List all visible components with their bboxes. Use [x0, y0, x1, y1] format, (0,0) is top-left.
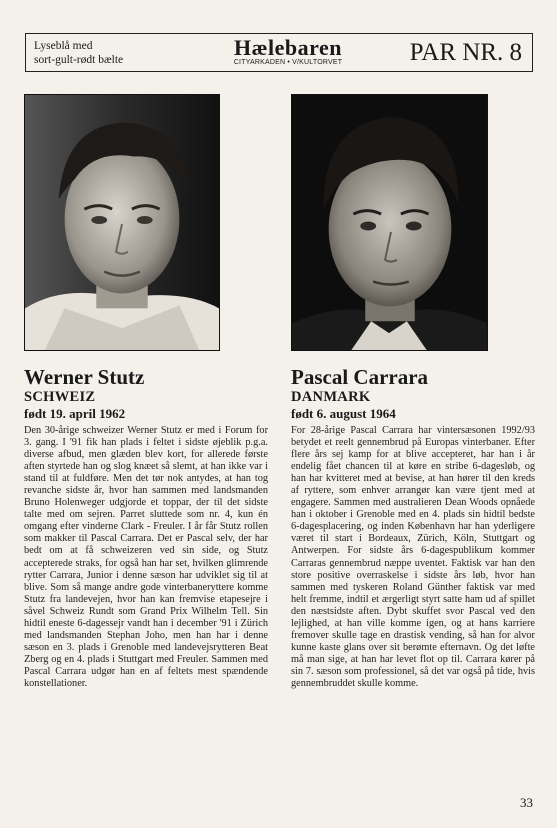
- portrait-image: [25, 95, 219, 350]
- rider-country: SCHWEIZ: [24, 389, 96, 405]
- rider-name: Pascal Carrara: [291, 365, 429, 389]
- belt-line-1: Lyseblå med: [34, 40, 93, 52]
- rider-bio: Den 30-årige schweizer Werner Stutz er med i Forum for 3. gang. I '91 fik han plads i feltet i sidste øjeblik p.g.a. diverse afbud, men glæden blev kort, for allerede første aften styrtede han og slog knæet så slemt, at han ikke var i stand til at fuldføre. Men det tør nok antydes, at han tog revanche sidste år, hvor han sammen med landsmanden Bruno Holenweger udgjorde et toppar, der til det sidste talte med om sejren. Parret sluttede som nr. 4, kun én omgang efter vinderne Clark - Freuler. I år får Stutz rollen som makker til Pascal Carrara. Det er Pascal selv, der har bedt om at få schweizeren ved sin side, og Stutz accepterede straks, for også han har set, hvilken glimrende rytter Carrara, Junior i denne sæson har udviklet sig til at blive. Som så mange andre gode vinterbaneryttere komme Stutz fra landevejen, hvor han kan fremvise etapesejre i såvel Schweiz Rundt som Grand Prix Wilhelm Tell. Sin hidtil eneste 6-dagessejr vandt han i december '91 i Zürich med landsmanden Stephan Joho, men han har i denne sæson en 3. plads i Grenoble med landevejsrytteren Beat Zberg og en 4. plads i Stuttgart med Freuler. Sammen med Pascal Carrara udgør han en af feltets mest spændende konstellationer.: [24, 425, 268, 689]
- rider-column-left: [24, 365, 268, 690]
- page-number: 33: [520, 795, 533, 810]
- belt-description: [34, 39, 123, 67]
- rider-birthdate: født 19. april 1962: [24, 406, 126, 421]
- belt-line-2: sort-gult-rødt bælte: [34, 54, 124, 66]
- pair-number: PAR NR. 8: [409, 39, 522, 66]
- portrait-pascal-carrara: [291, 94, 488, 351]
- portrait-image: [292, 95, 487, 350]
- rider-column-right: [291, 365, 535, 690]
- rider-name: Werner Stutz: [24, 365, 145, 389]
- sponsor-subtitle: CITYARKADEN • V/KULTORVET: [233, 59, 343, 66]
- rider-bio: For 28-årige Pascal Carrara har vintersæsonen 1992/93 betydet et reelt gennembrud på Europas vinterbaner. Efter flere års sej kamp for at blive accepteret, har han i år endelig fået chancen til at køre en stribe 6-dagesløb, og han har kvitteret med at bevise, at han hører til den kreds af ryttere, som enhver arrangør kan være tjent med at engagere. Sammen med australieren Dean Woods opnåede han i oktober i Grenoble med en 4. plads sin hidtil bedste 6-dagesplacering, og inden København har han yderligere været til start i Bordeaux, Zürich, Köln, Stuttgart og Antwerpen. For sidste års 6-dagespublikum kommer Carraras gennembrud næppe uventet. Faktisk var han den store positive overraskelse i sidste års løb, hvor han sammen med tyskeren Roland Günther faktisk var med helt fremme, indtil et ærgerligt styrt satte ham ud af spillet den næstsidste aften. Dybt skuffet svor Pascal ved den lejlighed, at han ville komme igen, og at hans karriere fremover skulle tage en drastisk vending, så han for alvor kunne kaste glans over sit berømte efternavn. Og det løfte må man sige, at han har levet flot op til. Carrara kører på sin 7. sæson som professionel, så det var også på tide, hvis gennembruddet skulle komme.: [291, 425, 535, 689]
- sponsor-logo: [224, 35, 352, 66]
- sponsor-name: Hælebaren: [234, 35, 342, 60]
- rider-country: DANMARK: [291, 389, 371, 405]
- portrait-werner-stutz: [24, 94, 220, 351]
- header-box: [25, 33, 533, 72]
- rider-birthdate: født 6. august 1964: [291, 406, 396, 421]
